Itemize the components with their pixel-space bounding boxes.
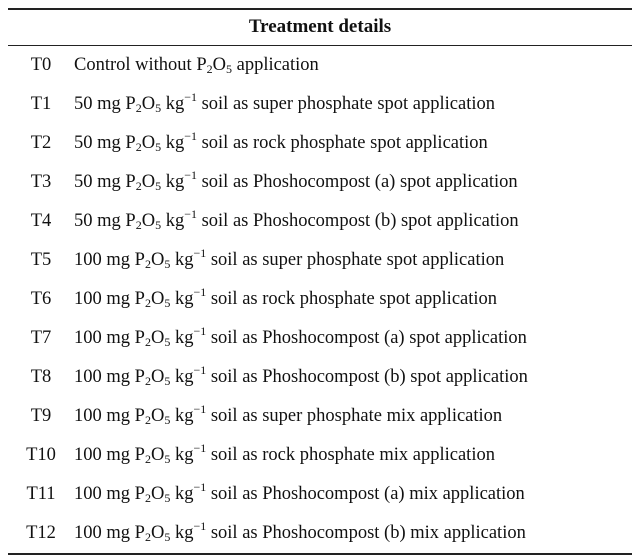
treatment-table — [8, 8, 632, 555]
dose-value: 50 — [74, 94, 93, 114]
formula-sub-5: 5 — [155, 218, 162, 232]
description-suffix: soil as Phoshocompost (b) mix application — [210, 523, 526, 543]
description-suffix: soil as rock phosphate spot application — [210, 289, 498, 309]
formula-p: P — [134, 289, 145, 309]
dose-value: 50 — [74, 172, 93, 192]
unit-mg: mg — [106, 289, 131, 309]
description-suffix: soil as Phoshocompost (a) mix application — [210, 484, 525, 504]
formula-o: O — [141, 133, 156, 153]
unit-kg: kg — [174, 523, 194, 543]
formula-sub-5: 5 — [164, 452, 171, 466]
p2o5-formula — [125, 172, 161, 192]
unit-kg: kg — [165, 211, 185, 231]
unit-kg: kg — [174, 328, 194, 348]
p2o5-formula — [135, 250, 171, 270]
formula-sub-2: 2 — [144, 374, 151, 388]
unit-exponent: −1 — [184, 168, 197, 182]
formula-sub-5: 5 — [164, 335, 171, 349]
formula-p: P — [196, 55, 207, 75]
formula-sub-2: 2 — [144, 257, 151, 271]
table-row — [8, 475, 632, 514]
table-row — [8, 202, 632, 241]
unit-exponent: −1 — [193, 363, 207, 377]
table-row — [8, 514, 632, 553]
table-row — [8, 397, 632, 436]
unit-exponent: −1 — [184, 207, 197, 221]
treatment-id: T10 — [26, 445, 56, 465]
formula-p: P — [134, 445, 145, 465]
description-suffix: soil as Phoshocompost (b) spot application — [201, 211, 519, 231]
formula-sub-5: 5 — [225, 62, 232, 76]
unit-kg: kg — [174, 289, 194, 309]
unit-exponent: −1 — [193, 246, 207, 260]
unit-kg: kg — [165, 133, 185, 153]
unit-exponent: −1 — [193, 402, 207, 416]
unit-mg: mg — [97, 172, 121, 192]
treatment-description — [74, 168, 632, 193]
unit-kg: kg — [174, 484, 194, 504]
dose-value: 100 — [74, 250, 102, 270]
unit-exponent: −1 — [184, 129, 197, 143]
formula-p: P — [125, 94, 136, 114]
unit-mg: mg — [106, 445, 131, 465]
description-prefix: Control without — [74, 55, 192, 75]
unit-exponent: −1 — [193, 285, 207, 299]
formula-p: P — [134, 484, 145, 504]
treatment-id: T8 — [30, 367, 52, 387]
treatment-description — [74, 129, 632, 154]
formula-sub-5: 5 — [164, 413, 171, 427]
formula-sub-5: 5 — [164, 296, 171, 310]
formula-sub-5: 5 — [155, 140, 162, 154]
formula-p: P — [125, 172, 136, 192]
treatment-description — [74, 55, 632, 76]
formula-sub-2: 2 — [135, 101, 142, 115]
treatment-description — [74, 90, 632, 115]
dose-value: 100 — [74, 367, 102, 387]
unit-kg: kg — [174, 445, 194, 465]
table-header: Treatment details — [248, 16, 392, 37]
treatment-description — [74, 402, 632, 427]
treatment-id: T9 — [30, 406, 52, 426]
formula-p: P — [134, 406, 145, 426]
table-row — [8, 436, 632, 475]
dose-value: 50 — [74, 211, 93, 231]
formula-sub-2: 2 — [144, 530, 151, 544]
dose-value: 100 — [74, 445, 102, 465]
unit-exponent: −1 — [193, 480, 207, 494]
unit-mg: mg — [106, 484, 131, 504]
formula-sub-5: 5 — [155, 101, 162, 115]
formula-p: P — [125, 211, 136, 231]
treatment-id: T5 — [30, 250, 52, 270]
p2o5-formula — [135, 289, 171, 309]
treatment-id: T4 — [30, 211, 52, 231]
formula-o: O — [212, 55, 226, 75]
formula-o: O — [150, 406, 165, 426]
formula-sub-2: 2 — [144, 491, 151, 505]
treatment-description — [74, 480, 632, 505]
p2o5-formula — [125, 94, 161, 114]
treatment-description — [74, 285, 632, 310]
description-suffix: soil as rock phosphate spot application — [201, 133, 488, 153]
description-suffix: soil as super phosphate mix application — [210, 406, 503, 426]
table-row — [8, 163, 632, 202]
treatment-id: T11 — [26, 484, 56, 504]
unit-mg: mg — [97, 211, 121, 231]
unit-mg: mg — [97, 94, 121, 114]
p2o5-formula — [135, 406, 171, 426]
description-suffix: soil as Phoshocompost (b) spot application — [210, 367, 528, 387]
treatment-id: T3 — [30, 172, 52, 192]
dose-value: 50 — [74, 133, 93, 153]
p2o5-formula — [135, 367, 171, 387]
description-suffix: soil as super phosphate spot application — [201, 94, 495, 114]
unit-mg: mg — [97, 133, 121, 153]
formula-o: O — [150, 289, 165, 309]
formula-sub-2: 2 — [135, 140, 142, 154]
formula-sub-2: 2 — [144, 296, 151, 310]
description-suffix: soil as Phoshocompost (a) spot application — [210, 328, 527, 348]
unit-mg: mg — [106, 523, 131, 543]
treatment-id: T2 — [30, 133, 52, 153]
formula-sub-2: 2 — [135, 218, 142, 232]
table-row — [8, 124, 632, 163]
formula-sub-2: 2 — [144, 335, 151, 349]
p2o5-formula — [135, 484, 171, 504]
dose-value: 100 — [74, 484, 102, 504]
unit-mg: mg — [106, 406, 131, 426]
formula-p: P — [134, 367, 145, 387]
table-row — [8, 319, 632, 358]
p2o5-formula — [135, 523, 171, 543]
unit-exponent: −1 — [193, 324, 207, 338]
p2o5-formula — [135, 328, 171, 348]
description-suffix: soil as Phoshocompost (a) spot application — [201, 172, 518, 192]
dose-value: 100 — [74, 523, 102, 543]
table-row — [8, 241, 632, 280]
treatment-id: T6 — [30, 289, 52, 309]
treatment-id: T12 — [26, 523, 56, 543]
unit-kg: kg — [165, 94, 185, 114]
formula-o: O — [150, 445, 165, 465]
formula-sub-5: 5 — [164, 257, 171, 271]
p2o5-formula — [135, 445, 171, 465]
treatment-description — [74, 246, 632, 271]
p2o5-formula — [125, 211, 161, 231]
table-row — [8, 358, 632, 397]
unit-exponent: −1 — [193, 519, 207, 533]
formula-sub-5: 5 — [164, 491, 171, 505]
formula-o: O — [150, 328, 165, 348]
formula-p: P — [125, 133, 136, 153]
formula-o: O — [141, 172, 156, 192]
table-row — [8, 280, 632, 319]
formula-sub-2: 2 — [135, 179, 142, 193]
unit-mg: mg — [106, 328, 131, 348]
treatment-id: T0 — [30, 55, 52, 75]
formula-o: O — [150, 484, 165, 504]
formula-p: P — [134, 250, 145, 270]
formula-o: O — [150, 250, 165, 270]
formula-o: O — [141, 94, 156, 114]
bottom-rule — [8, 553, 632, 555]
dose-value: 100 — [74, 406, 102, 426]
treatment-description — [74, 441, 632, 466]
treatment-id: T7 — [30, 328, 52, 348]
p2o5-formula — [125, 133, 161, 153]
formula-sub-5: 5 — [164, 374, 171, 388]
formula-sub-5: 5 — [155, 179, 162, 193]
unit-kg: kg — [174, 250, 194, 270]
unit-kg: kg — [165, 172, 185, 192]
unit-kg: kg — [174, 406, 194, 426]
treatment-description — [74, 207, 632, 232]
treatment-description — [74, 363, 632, 388]
unit-exponent: −1 — [184, 90, 197, 104]
formula-sub-2: 2 — [144, 452, 151, 466]
formula-p: P — [134, 523, 145, 543]
formula-sub-5: 5 — [164, 530, 171, 544]
dose-value: 100 — [74, 328, 102, 348]
treatment-description — [74, 519, 632, 544]
treatment-description — [74, 324, 632, 349]
formula-o: O — [150, 367, 165, 387]
unit-mg: mg — [106, 250, 131, 270]
unit-exponent: −1 — [193, 441, 207, 455]
formula-sub-2: 2 — [206, 62, 213, 76]
table-row — [8, 85, 632, 124]
dose-value: 100 — [74, 289, 102, 309]
formula-o: O — [150, 523, 165, 543]
description-suffix: soil as rock phosphate mix application — [210, 445, 495, 465]
formula-o: O — [141, 211, 156, 231]
table-row — [8, 46, 632, 85]
description-suffix: soil as super phosphate spot application — [210, 250, 505, 270]
p2o5-formula — [196, 55, 232, 75]
description-suffix: application — [236, 55, 319, 75]
table-body — [8, 46, 632, 553]
unit-mg: mg — [106, 367, 131, 387]
unit-kg: kg — [174, 367, 194, 387]
formula-p: P — [134, 328, 145, 348]
formula-sub-2: 2 — [144, 413, 151, 427]
treatment-id: T1 — [30, 94, 52, 114]
